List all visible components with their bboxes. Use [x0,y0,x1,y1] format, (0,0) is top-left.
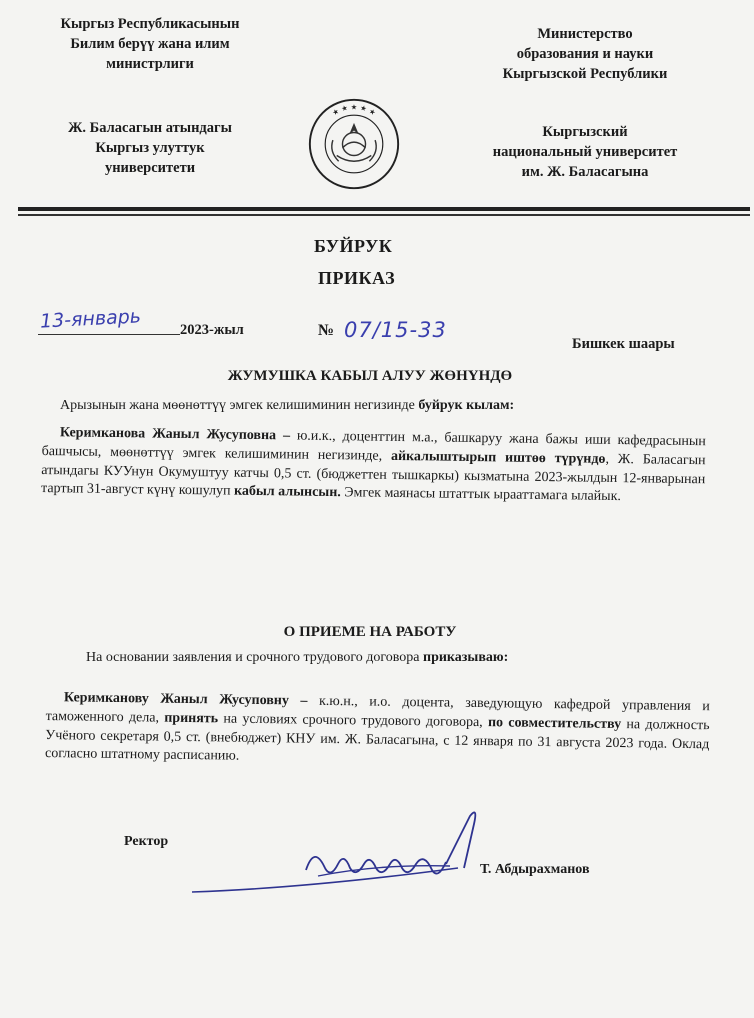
header-divider-thin [18,214,750,216]
subject-heading-russian: О ПРИЕМЕ НА РАБОТУ [283,624,457,640]
header-divider-thick [18,207,750,211]
header-right-university-line: национальный университет [492,144,678,160]
body-paragraph-kyrgyz: Керимканова Жаныл Жусуповна – ю.и.к., доценттин м.а., башкаруу жана бажы иши кафедрасынын башчысы, мөөнөттүү эмгек келишиминин негизинде, айкалыштырып иштөө түрүндө, Ж. Баласагын атындагы КУУнун Окумуштуу катчы 0,5 ст. (бюджеттен тышкаркы) кызматына 2023-жылдын 12-январынан тартып 31-август күнү кошулуп кабыл алынсын. Эмгек маянасы штаттык ырааттамага ылайык. [40,425,706,505]
header-left [20,14,280,178]
header-right-ministry-line: Министерство [537,26,633,42]
number-sign: № [318,322,335,339]
header-left-university-line: университети [104,160,196,176]
header-left-ministry-line: Билим берүү жана илим [70,36,230,52]
order-title-kyrgyz: БУЙРУК [314,236,393,256]
subject-heading-kyrgyz: ЖУМУШКА КАБЫЛ АЛУУ ЖӨНҮНДӨ [227,368,513,384]
order-title-russian: ПРИКАЗ [318,268,396,288]
header-left-ministry-line: министрлиги [106,56,194,72]
handwritten-date: 13-январь [39,305,142,333]
header-right-ministry-line: Кыргызской Республики [502,66,668,82]
signatory-title: Ректор [124,834,169,849]
body-paragraph-russian: Керимканову Жаныл Жусуповну – к.ю.н., и.о. доцента, заведующую кафедрой управления и таможенного дела, принять на условиях срочного трудового договора, по совместительству на должность Учёного секретаря 0,5 ст. (внебюджет) КНУ им. Ж. Баласагына, с 12 января по 31 августа 2023 года. Оклад согласно штатному расписанию. [44,690,710,765]
city-label: Бишкек шаары [572,336,675,352]
intro-line-russian: На основании заявления и срочного трудового договора приказываю: [86,650,509,665]
date-year: 2023-жыл [180,322,244,338]
header-right-university-line: Кыргызский [542,124,628,140]
header-right-ministry-line: образования и науки [516,46,654,62]
header-left-university-line: Кыргыз улуттук [95,140,205,156]
intro-line-kyrgyz: Арызынын жана мөөнөттүү эмгек келишиминин негизинде буйрук кылам: [60,398,515,413]
svg-text:★ ★ ★ ★ ★: ★ ★ ★ ★ ★ [330,102,378,118]
header-right [455,24,715,182]
handwritten-order-number: 07/15-33 [344,318,447,342]
date-underline [38,334,180,335]
state-emblem-seal [306,96,402,192]
header-right-university-line: им. Ж. Баласагына [521,164,649,180]
handwritten-signature [188,806,488,906]
header-left-ministry-line: Кыргыз Республикасынын [60,16,240,32]
header-left-university-line: Ж. Баласагын атындагы [68,120,232,136]
signatory-name: Т. Абдырахманов [480,862,590,877]
